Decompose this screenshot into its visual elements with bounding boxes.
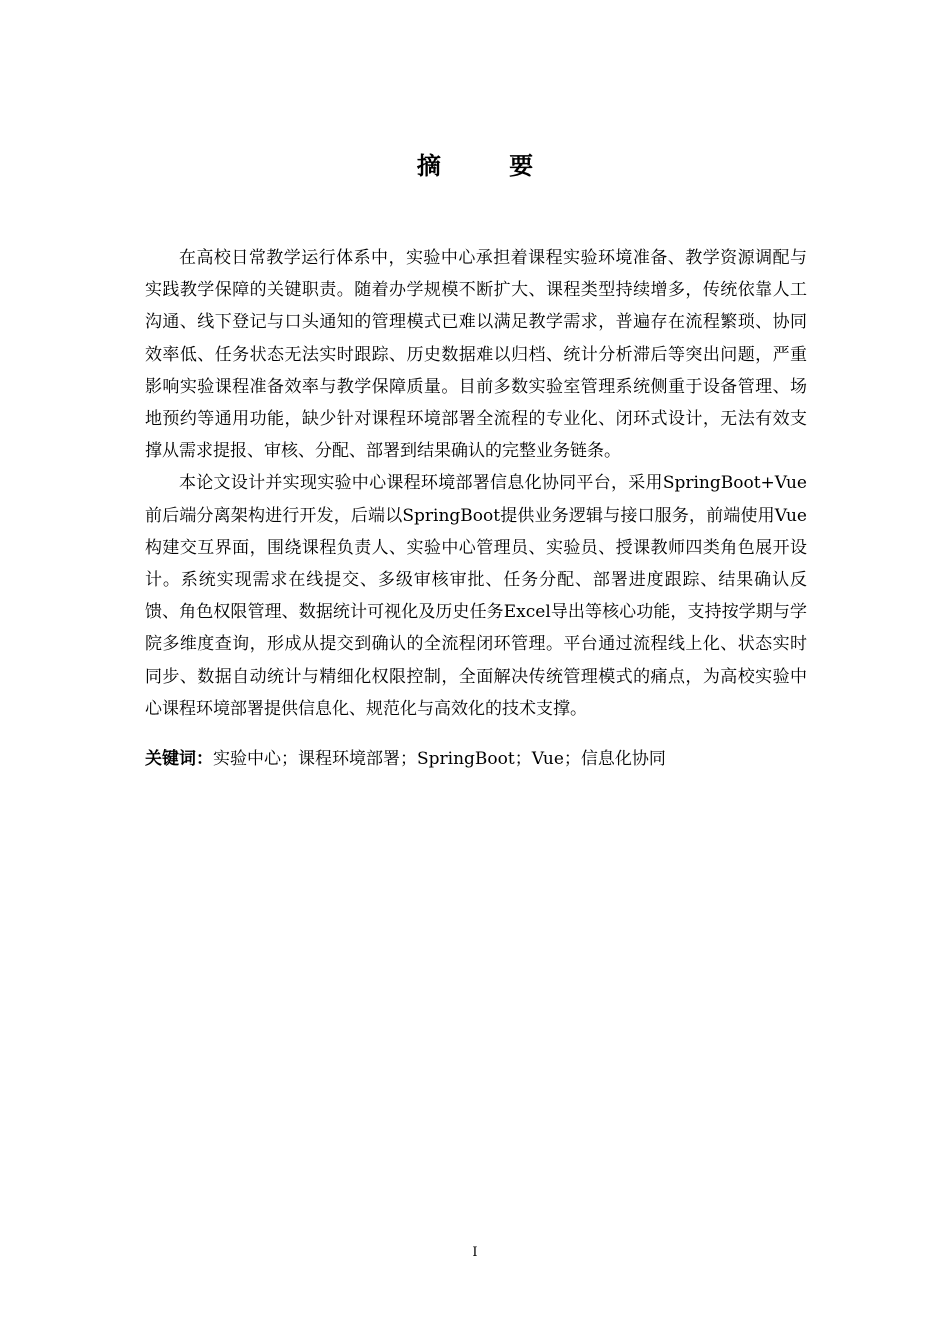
abstract-paragraph-1: 在高校日常教学运行体系中，实验中心承担着课程实验环境准备、教学资源调配与实践教学保障的关键职责。随着办学规模不断扩大、课程类型持续增多，传统依靠人工沟通、线下登记与口头通知的管理模式已难以满足教学需求，普遍存在流程繁琐、协同效率低、任务状态无法实时跟踪、历史数据难以归档、统计分析滞后等突出问题，严重影响实验课程准备效率与教学保障质量。目前多数实验室管理系统侧重于设备管理、场地预约等通用功能，缺少针对课程环境部署全流程的专业化、闭环式设计，无法有效支撑从需求提报、审核、分配、部署到结果确认的完整业务链条。 (145, 248, 807, 462)
keywords-line (145, 743, 807, 775)
abstract-body (145, 242, 807, 775)
abstract-title: 摘 要 (416, 152, 564, 180)
keywords-text: 实验中心；课程环境部署；SpringBoot；Vue；信息化协同 (213, 749, 666, 770)
abstract-paragraph-2: 本论文设计并实现实验中心课程环境部署信息化协同平台，采用SpringBoot+Vue前后端分离架构进行开发，后端以SpringBoot提供业务逻辑与接口服务，前端使用Vue构建交互界面，围绕课程负责人、实验中心管理员、实验员、授课教师四类角色展开设计。系统实现需求在线提交、多级审核审批、任务分配、部署进度跟踪、结果确认反馈、角色权限管理、数据统计可视化及历史任务Excel导出等核心功能，支持按学期与学院多维度查询，形成从提交到确认的全流程闭环管理。平台通过流程线上化、状态实时同步、数据自动统计与精细化权限控制，全面解决传统管理模式的痛点，为高校实验中心课程环境部署提供信息化、规范化与高效化的技术支撑。 (145, 473, 807, 719)
keywords-label: 关键词： (145, 749, 213, 770)
page-number: I (472, 1245, 478, 1260)
